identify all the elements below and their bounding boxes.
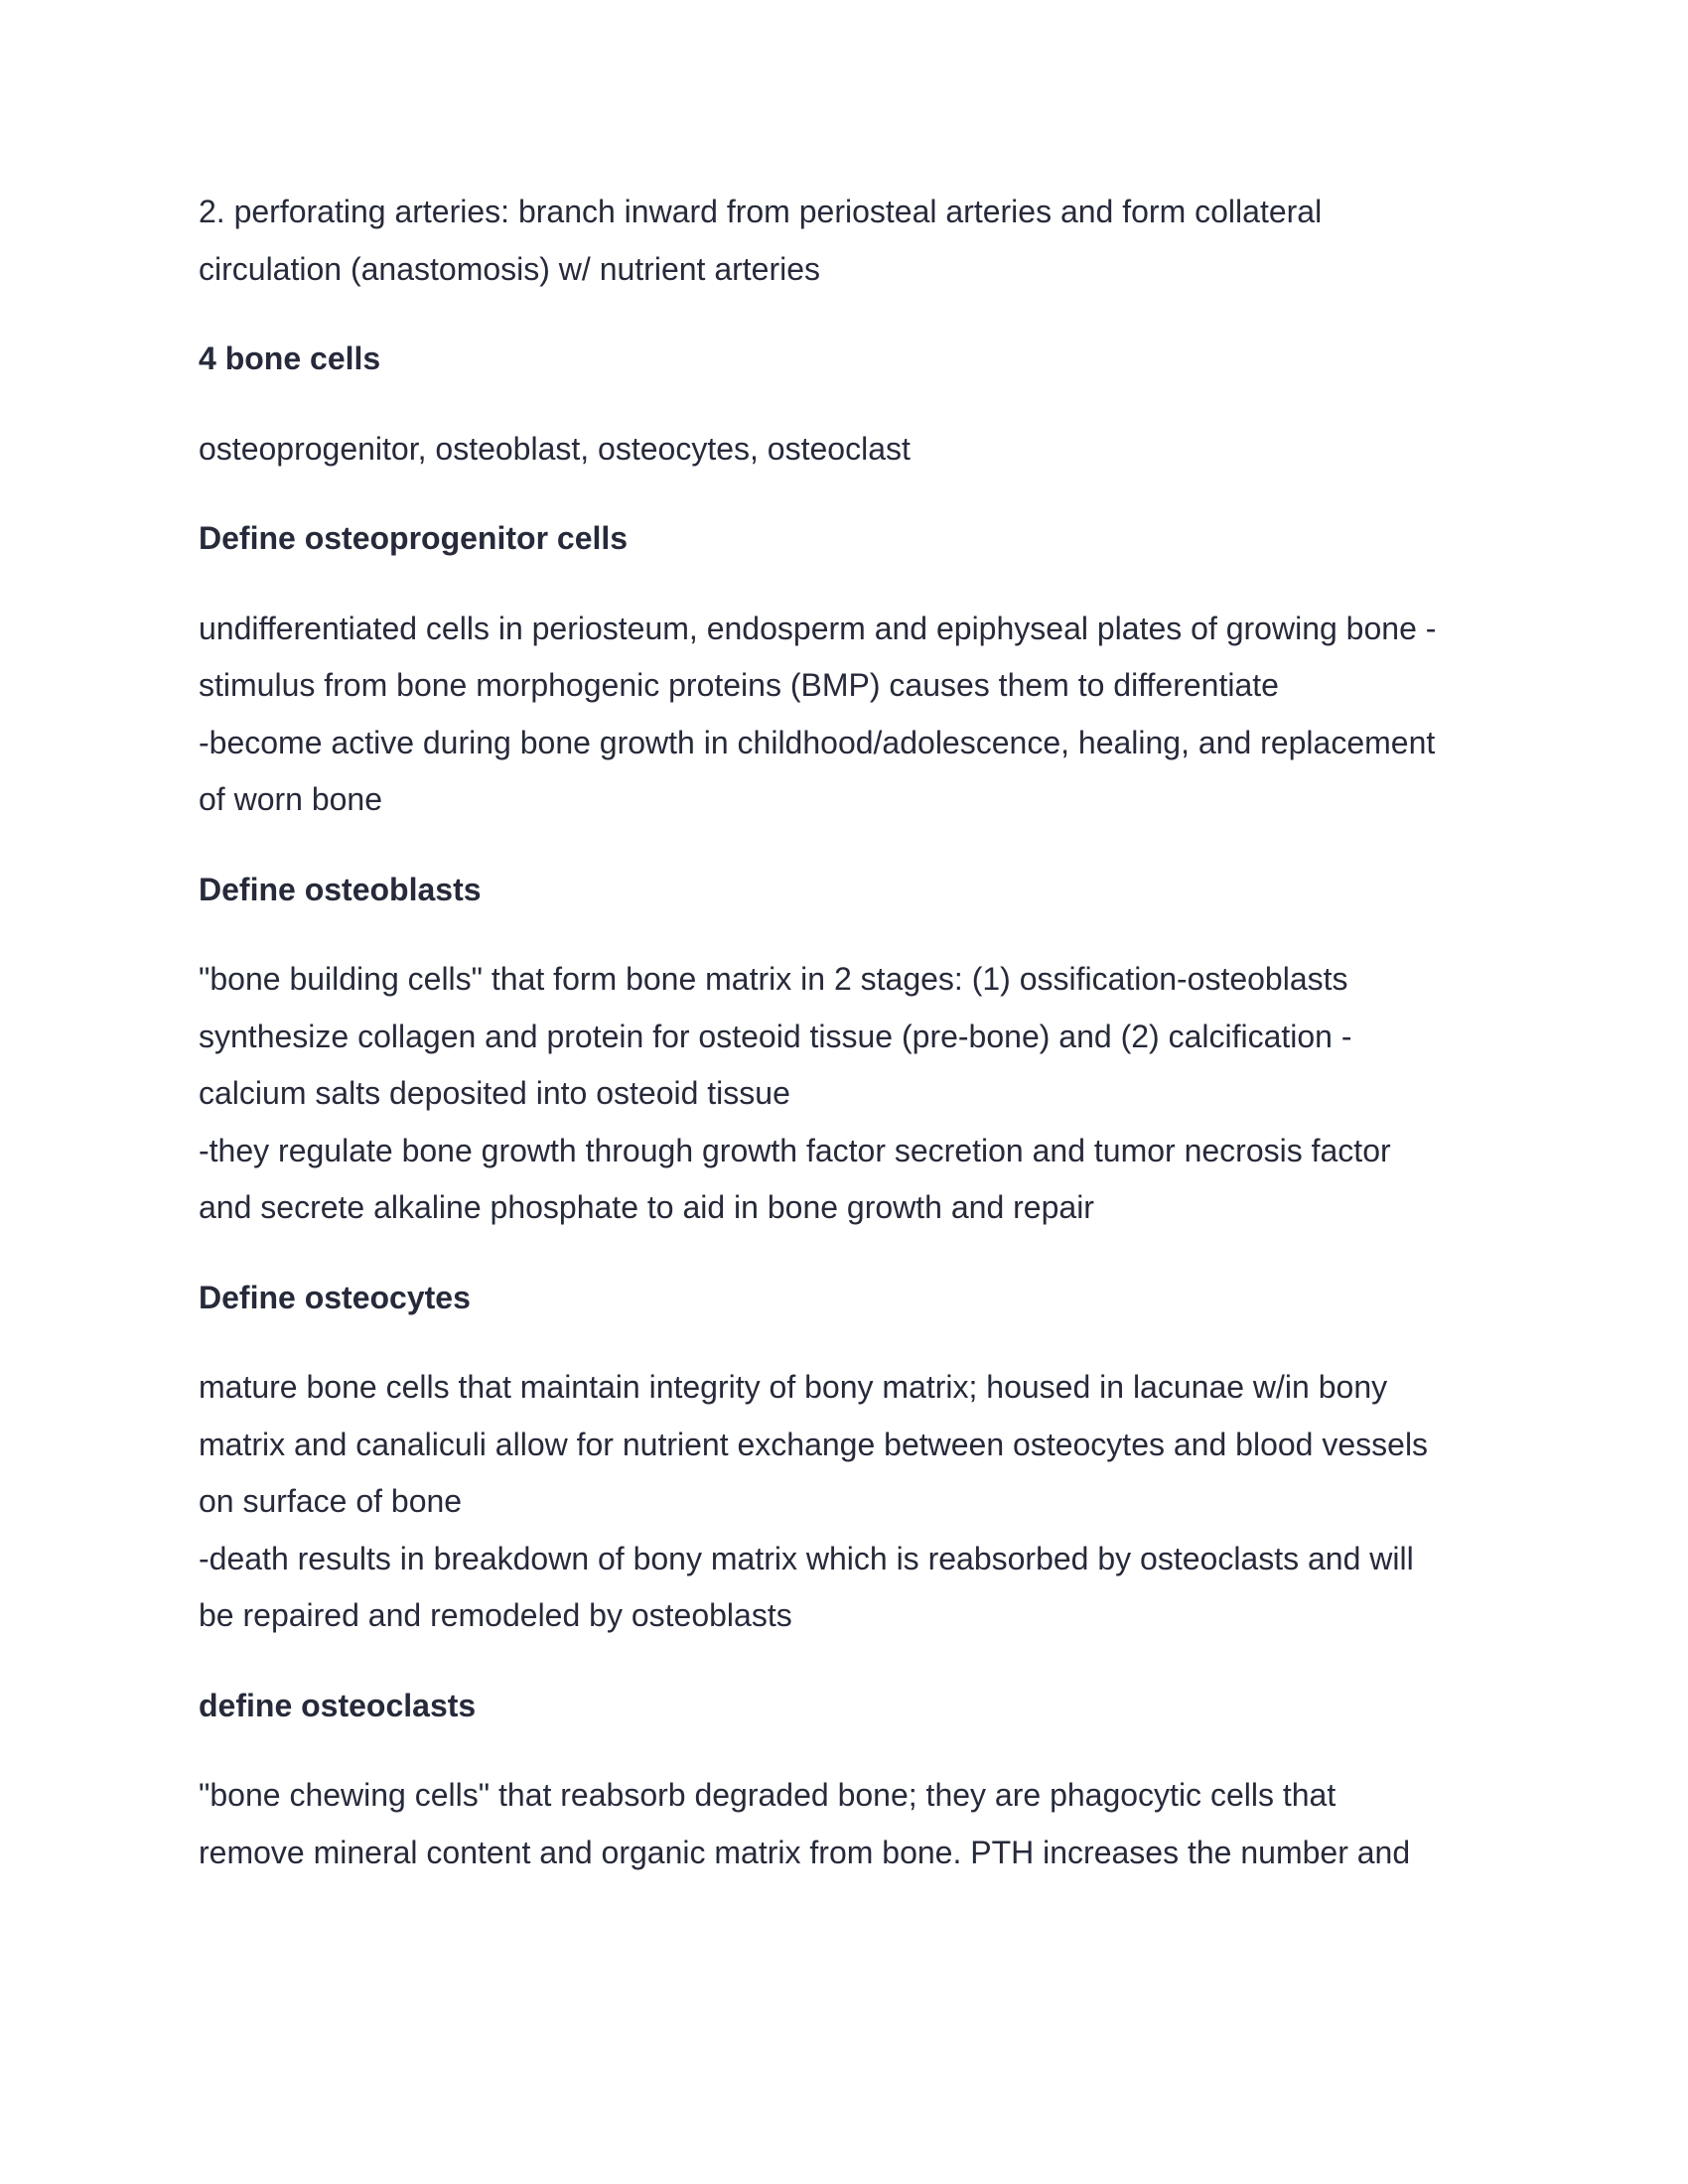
text-line: on surface of bone xyxy=(199,1483,463,1519)
term-osteoprogenitor: Define osteoprogenitor cells xyxy=(199,520,629,556)
text-line: "bone building cells" that form bone matrix in 2 stages: (1) ossification-osteoblasts xyxy=(199,961,1348,997)
text-line: osteoprogenitor, osteoblast, osteocytes, osteoclast xyxy=(199,430,911,467)
text-line: synthesize collagen and protein for osteoid tissue (pre-bone) and (2) calcification - xyxy=(199,1018,1352,1054)
text-line: remove mineral content and organic matrix from bone. PTH increases the number and xyxy=(199,1834,1411,1870)
term-osteocytes: Define osteocytes xyxy=(199,1279,471,1315)
text-line: -become active during bone growth in childhood/adolescence, healing, and replacement xyxy=(199,724,1436,760)
text-line: mature bone cells that maintain integrity of bony matrix; housed in lacunae w/in bony xyxy=(199,1369,1388,1405)
answer-osteocytes xyxy=(199,1359,1499,1645)
text-line: -death results in breakdown of bony matrix which is reabsorbed by osteoclasts and will xyxy=(199,1540,1414,1576)
term-4-bone-cells: 4 bone cells xyxy=(199,341,381,376)
text-line: -they regulate bone growth through growth factor secretion and tumor necrosis factor xyxy=(199,1132,1391,1168)
text-line: 2. perforating arteries: branch inward from periosteal arteries and form collateral xyxy=(199,194,1323,229)
term-osteoclasts: define osteoclasts xyxy=(199,1687,477,1723)
text-line: "bone chewing cells" that reabsorb degraded bone; they are phagocytic cells that xyxy=(199,1777,1336,1813)
text-line: and secrete alkaline phosphate to aid in bone growth and repair xyxy=(199,1189,1094,1225)
answer-4-bone-cells xyxy=(199,421,1499,478)
text-line: of worn bone xyxy=(199,781,383,817)
answer-osteoblasts xyxy=(199,951,1499,1237)
text-line: calcium salts deposited into osteoid tissue xyxy=(199,1075,790,1111)
text-line: be repaired and remodeled by osteoblasts xyxy=(199,1597,792,1633)
flashcard-content xyxy=(199,184,1499,1881)
text-line: undifferentiated cells in periosteum, endosperm and epiphyseal plates of growing bone - xyxy=(199,610,1437,646)
answer-osteoprogenitor xyxy=(199,601,1499,829)
answer-perforating-arteries xyxy=(199,184,1499,298)
text-line: stimulus from bone morphogenic proteins (BMP) causes them to differentiate xyxy=(199,667,1279,703)
text-line: circulation (anastomosis) w/ nutrient arteries xyxy=(199,250,821,287)
term-osteoblasts: Define osteoblasts xyxy=(199,871,482,907)
text-line: matrix and canaliculi allow for nutrient exchange between osteocytes and blood vessels xyxy=(199,1426,1429,1462)
answer-osteoclasts xyxy=(199,1767,1499,1881)
